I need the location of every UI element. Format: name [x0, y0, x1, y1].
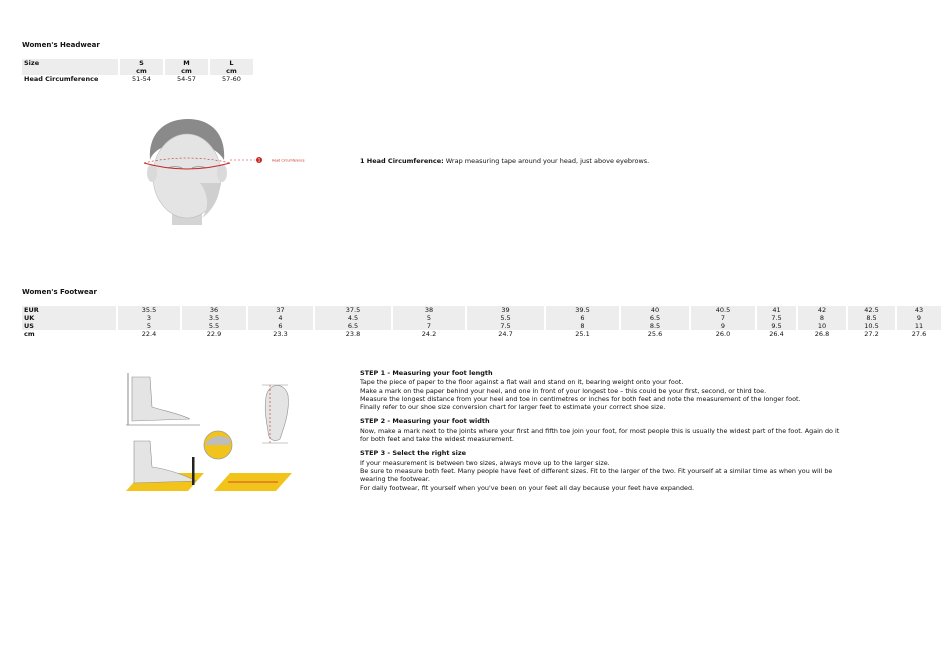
size-cell: 3.5 — [182, 314, 246, 322]
size-cell: 9.5 — [757, 322, 796, 330]
footwear-size-table — [20, 306, 943, 338]
step-text: If your measurement is between two sizes, always move up to the larger size. — [360, 458, 610, 467]
step-text: Measure the longest distance from your heel and toe in centimetres or inches for both feet and note the measurement of the longer foot. — [360, 394, 801, 403]
step-text: Now, make a mark next to the joints where your first and fifth toe join your foot, for most people this is usually the widest part of the foot. Again do it for both feet and take the widest measurement. — [360, 426, 840, 444]
size-cell: 5 — [118, 322, 180, 330]
size-cell: 40 — [621, 306, 689, 314]
size-cell: 3 — [118, 314, 180, 322]
size-cell: 25.1 — [575, 330, 590, 338]
step-3 — [360, 449, 850, 491]
size-cell: 42.5 — [848, 306, 895, 314]
table-row — [22, 306, 941, 314]
unit-cell: cm — [165, 67, 208, 75]
step-text: Tape the piece of paper to the floor against a flat wall and stand on it, bearing weight onto your foot. — [360, 378, 684, 387]
size-cell: 22.4 — [141, 330, 157, 338]
step-text: Be sure to measure both feet. Many people have feet of different sizes. Fit to the larger of the two. Fit yourself at a similar time as when you will be wearing the footwear. — [360, 466, 833, 484]
caption-bold: 1 Head Circumference: — [360, 157, 444, 165]
table-row — [22, 330, 941, 338]
size-cell: 8.5 — [848, 314, 895, 322]
step-text: Make a mark on the paper behind your heel, and one in front of your longest toe – this could be your first, second, or third toe. — [360, 386, 767, 395]
table-row — [22, 314, 941, 322]
size-cell: 7.5 — [467, 322, 544, 330]
size-cell: 10.5 — [848, 322, 895, 330]
size-cell: 5.5 — [182, 322, 246, 330]
value-cell: 51-54 — [132, 75, 151, 83]
size-cell: 11 — [897, 322, 941, 330]
size-cell: 4 — [248, 314, 313, 322]
size-cell: 7 — [393, 322, 465, 330]
diagram-label: Head Circumference — [272, 158, 305, 163]
size-cell: 9 — [691, 322, 755, 330]
table-row — [22, 75, 253, 83]
size-cell: 5 — [393, 314, 465, 322]
step-text: Finally refer to our shoe size conversion chart for larger feet to estimate your correct shoe size. — [360, 403, 666, 412]
headwear-title: Women's Headwear — [22, 41, 100, 49]
head-measure-diagram — [130, 113, 315, 233]
step-2-title: STEP 2 - Measuring your foot width — [360, 417, 490, 426]
size-cell: 9 — [897, 314, 941, 322]
size-cell: 42 — [798, 306, 846, 314]
size-cell: 41 — [757, 306, 796, 314]
size-cell: 27.6 — [911, 330, 927, 338]
size-cell: 43 — [897, 306, 941, 314]
step-1-title: STEP 1 - Measuring your foot length — [360, 369, 493, 377]
size-cell: 40.5 — [691, 306, 755, 314]
size-cell: 26.8 — [814, 330, 830, 338]
size-cell: 7.5 — [757, 314, 796, 322]
pen-icon — [192, 457, 195, 485]
row-label: UK — [22, 314, 116, 322]
unit-cell: cm — [210, 67, 253, 75]
size-cell: 8 — [546, 322, 619, 330]
size-m: M — [165, 59, 208, 67]
caption-text: Wrap measuring tape around your head, just above eyebrows. — [443, 157, 650, 165]
step-2 — [360, 417, 850, 443]
headwear-size-table — [20, 59, 255, 83]
size-cell: 6.5 — [621, 314, 689, 322]
footwear-title: Women's Footwear — [22, 288, 97, 296]
size-cell: 23.3 — [273, 330, 288, 338]
size-cell: 6.5 — [315, 322, 391, 330]
size-cell: 26.4 — [769, 330, 784, 338]
size-cell: 23.8 — [345, 330, 361, 338]
foot-instructions — [360, 369, 850, 498]
row-label: cm — [24, 330, 35, 338]
size-cell: 25.6 — [647, 330, 663, 338]
size-cell: 6 — [546, 314, 619, 322]
size-cell: 37 — [248, 306, 313, 314]
size-label: Size — [22, 59, 118, 67]
size-cell: 27.2 — [864, 330, 879, 338]
step-3-title: STEP 3 - Select the right size — [360, 449, 467, 458]
size-cell: 22.9 — [206, 330, 222, 338]
size-cell: 35.5 — [118, 306, 180, 314]
size-cell: 39.5 — [546, 306, 619, 314]
size-l: L — [210, 59, 253, 67]
size-cell: 24.2 — [421, 330, 437, 338]
size-cell: 36 — [182, 306, 246, 314]
table-row — [22, 322, 941, 330]
size-cell: 4.5 — [315, 314, 391, 322]
size-cell: 26.0 — [715, 330, 731, 338]
table-row — [22, 67, 253, 75]
measure-label: Head Circumference — [24, 75, 99, 83]
size-cell: 38 — [393, 306, 465, 314]
size-s: S — [120, 59, 163, 67]
size-cell: 7 — [691, 314, 755, 322]
head-caption — [360, 157, 649, 165]
unit-cell: cm — [120, 67, 163, 75]
size-cell: 8.5 — [621, 322, 689, 330]
foot-measure-diagram — [116, 367, 306, 497]
step-1 — [360, 369, 850, 411]
size-cell: 6 — [248, 322, 313, 330]
value-cell: 57-60 — [222, 75, 241, 83]
size-cell: 8 — [798, 314, 846, 322]
row-label: EUR — [22, 306, 116, 314]
table-row — [22, 59, 253, 67]
size-cell: 5.5 — [467, 314, 544, 322]
row-label: US — [22, 322, 116, 330]
size-cell: 10 — [798, 322, 846, 330]
size-cell: 24.7 — [498, 330, 513, 338]
size-cell: 37.5 — [315, 306, 391, 314]
value-cell: 54-57 — [177, 75, 196, 83]
size-cell: 39 — [467, 306, 544, 314]
marker-number: 1 — [257, 157, 261, 163]
step-text: For daily footwear, fit yourself when you've been on your feet all day because your feet have expanded. — [360, 483, 695, 492]
